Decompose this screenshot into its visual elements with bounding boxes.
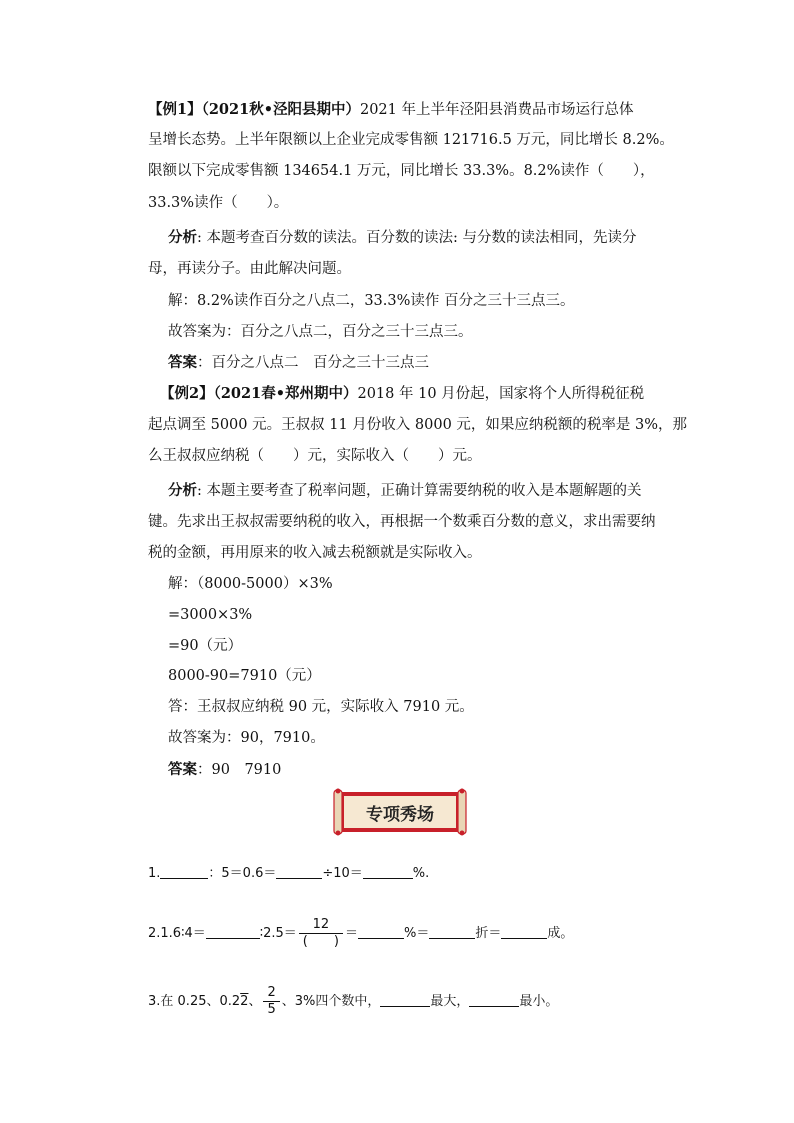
q1-blank-3[interactable] (363, 864, 413, 879)
example1-solution: 解：8.2%读作百分之八点二，33.3%读作 百分之三十三点三。 (168, 293, 575, 309)
q2-numerator: 12 (312, 917, 330, 932)
example2-text1: 2018 年 10 月份起，国家将个人所得税征税 (357, 386, 645, 402)
q2-denominator[interactable]: ( ) (299, 933, 343, 950)
q2-part2: ∶2.5＝ (259, 926, 297, 941)
example1-analysis-text1: : 本题考查百分数的读法。百分数的读法: 与分数的读法相同，先读分 (197, 230, 637, 246)
q2-blank-3[interactable] (429, 924, 475, 939)
q3-repeating-decimal (219, 994, 248, 1009)
example2-source: （2021春•郑州期中） (213, 385, 358, 402)
example1-analysis-line1 (168, 228, 637, 248)
q2-fraction (299, 917, 343, 950)
q3-fraction (263, 985, 279, 1018)
example2-answer-label: 答案 (168, 761, 197, 778)
example1-source: （2021秋•泾阳县期中） (201, 101, 360, 118)
example1-line1 (148, 100, 633, 120)
q3-frac-num: 2 (267, 985, 276, 1000)
example1-text1: 2021 年上半年泾阳县消费品市场运行总体 (359, 102, 634, 118)
example1-conclusion: 故答案为：百分之八点二，百分之三十三点三。 (168, 324, 473, 340)
q3-repeat-base: 0.2 (219, 994, 241, 1009)
q2-pct: %＝ (403, 926, 430, 941)
banner-title: 专项秀场 (366, 804, 434, 825)
example1-tag: 【例1】 (148, 101, 202, 118)
example1-line3: 限额以下完成零售额 134654.1 万元，同比增长 33.3%。8.2%读作（ ）， (148, 163, 655, 179)
q2-cheng: 成。 (547, 926, 574, 941)
example2-step2: =3000×3% (168, 607, 253, 623)
q3-sep: 、 (248, 994, 262, 1009)
example2-analysis-line2: 键。先求出王叔叔需要纳税的收入，再根据一个数乘百分数的意义，求出需要纳 (148, 514, 656, 530)
q3-repeat-digit: 2 (240, 994, 249, 1009)
q3-tail: 、3%四个数中， (281, 994, 381, 1009)
example2-reply: 答：王叔叔应纳税 90 元，实际收入 7910 元。 (168, 699, 474, 715)
question-1 (148, 864, 429, 884)
q1-blank-2[interactable] (276, 864, 322, 879)
q2-blank-1[interactable] (206, 924, 260, 939)
q2-blank-2[interactable] (358, 924, 404, 939)
example1-analysis-label: 分析 (168, 229, 197, 246)
example1-analysis-line2: 母，再读分子。由此解决问题。 (148, 261, 351, 277)
q3-blank-2[interactable] (469, 992, 519, 1007)
q3-frac-den: 5 (263, 1001, 279, 1018)
q3-blank-1[interactable] (380, 992, 430, 1007)
q2-eq: ＝ (344, 926, 358, 941)
example2-analysis-line3: 税的金额，再用原来的收入减去税额就是实际收入。 (148, 545, 482, 561)
example1-answer-text: ：百分之八点二 百分之三十三点三 (197, 355, 429, 371)
example2-analysis-label: 分析 (168, 482, 197, 499)
example2-line1 (160, 384, 644, 404)
example2-answer (168, 760, 281, 780)
example2-step3: =90（元） (168, 638, 243, 654)
example1-answer (168, 353, 429, 373)
q3-max: 最大， (430, 994, 470, 1009)
example2-line2: 起点调至 5000 元。王叔叔 11 月份收入 8000 元，如果应纳税额的税率是 3%，那 (148, 417, 688, 433)
example2-step1: 解：（8000-5000）×3% (168, 576, 333, 592)
example2-tag: 【例2】 (160, 385, 214, 402)
example2-conclusion: 故答案为：90，7910。 (168, 730, 325, 746)
q2-zhe: 折＝ (475, 926, 502, 941)
q1-div: ÷10＝ (322, 866, 363, 881)
example2-analysis-text1: : 本题主要考查了税率问题，正确计算需要纳税的收入是本题解题的关 (197, 483, 642, 499)
example1-line2: 呈增长态势。上半年限额以上企业完成零售额 121716.5 万元，同比增长 8.2%。 (148, 132, 674, 148)
section-banner (332, 788, 468, 836)
q2-blank-4[interactable] (501, 924, 547, 939)
example2-line3: 么王叔叔应纳税（ ）元，实际收入（ ）元。 (148, 448, 482, 464)
example2-answer-text: ：90 7910 (197, 762, 282, 778)
q1-suffix: %. (412, 866, 430, 881)
q3-prefix: 3.在 0.25、 (148, 994, 220, 1009)
question-3 (148, 980, 558, 1024)
question-2 (148, 912, 573, 956)
q3-min: 最小。 (519, 994, 559, 1009)
q1-prefix: 1. (148, 866, 161, 881)
example1-answer-label: 答案 (168, 354, 197, 371)
example2-analysis-line1 (168, 481, 642, 501)
q1-colon: ：5＝0.6＝ (208, 866, 277, 881)
example2-step4: 8000-90=7910（元） (168, 668, 321, 684)
q1-blank-1[interactable] (160, 864, 208, 879)
q2-prefix: 2.1.6∶4＝ (148, 926, 206, 941)
example1-line4: 33.3%读作（ ）。 (148, 195, 289, 211)
